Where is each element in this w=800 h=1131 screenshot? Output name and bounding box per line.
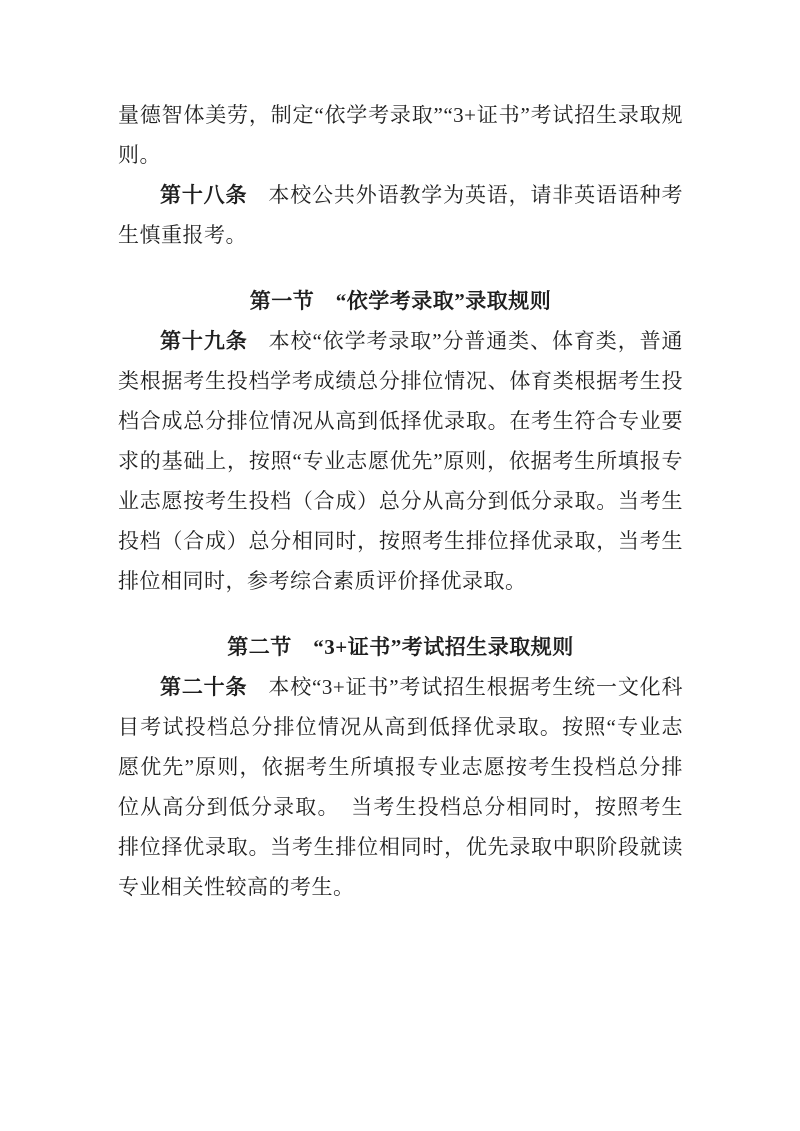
section-2-heading: 第二节 “3+证书”考试招生录取规则 <box>227 635 574 659</box>
section-1-heading: 第一节 “依学考录取”录取规则 <box>249 289 552 313</box>
paragraph-continuation: 量德智体美劳，制定“依学考录取”“3+证书”考试招生录取规则。 <box>118 103 683 167</box>
article-20-text: 本校“3+证书”考试招生根据考生统一文化科目考试投档总分排位情况从高到低择优录取。按照“专业志愿优先”原则，依据考生所填报专业志愿按考生投档总分排位从高分到低分录取。 当考生投档总分相同时，按照考生排位择优录取。当考生排位相同时，优先录取中职阶段就读专业相关性较高的考生。 <box>118 675 684 899</box>
paragraph-article-18 <box>118 175 683 255</box>
paragraph-article-19 <box>118 321 683 601</box>
article-19-number: 第十九条 <box>160 329 248 353</box>
article-20-number: 第二十条 <box>160 675 248 699</box>
article-19-text: 本校“依学考录取”分普通类、体育类，普通类根据考生投档学考成绩总分排位情况、体育类根据考生投档合成总分排位情况从高到低择优录取。在考生符合专业要求的基础上，按照“专业志愿优先”原则，依据考生所填报专业志愿按考生投档（合成）总分从高分到低分录取。当考生投档（合成）总分相同时，按照考生排位择优录取，当考生排位相同时，参考综合素质评价择优录取。 <box>118 329 684 593</box>
paragraph-article-20 <box>118 667 683 907</box>
article-18-text: 本校公共外语教学为英语，请非英语语种考生慎重报考。 <box>118 183 684 247</box>
article-18-number: 第十八条 <box>160 183 248 207</box>
